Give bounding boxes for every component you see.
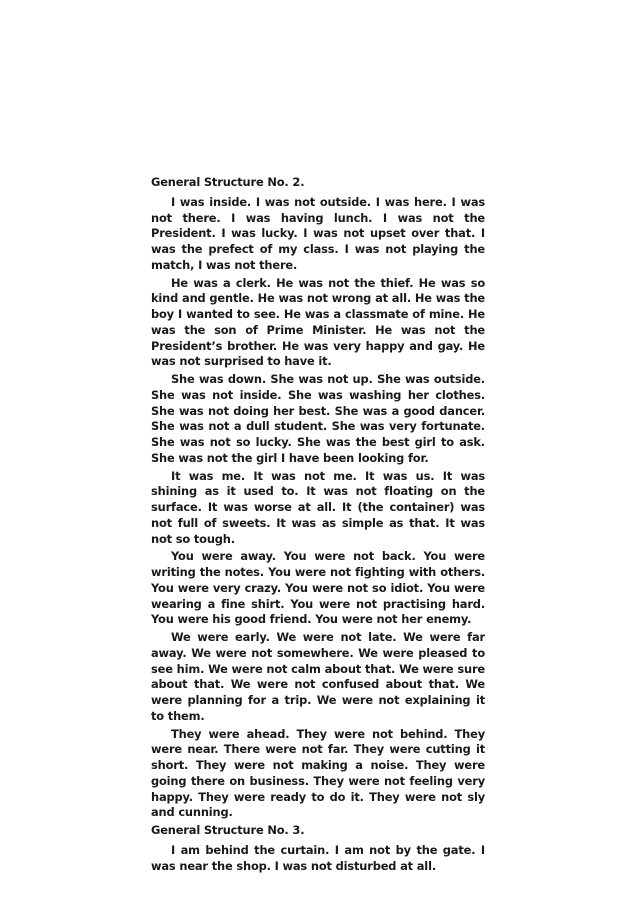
paragraph-we-were: We were early. We were not late. We were far away. We were not somewhere. We were pleased to see him. We were not calm about that. We were sure about that. We were not confused about that. We were planning for a trip. We were not explaining it to them.: [151, 630, 485, 723]
paragraph-it-was: It was me. It was not me. It was us. It was shining as it used to. It was not floating on the surface. It was worse at all. It (the container) was not full of sweets. It was as simple as that. It was not so tough.: [151, 468, 485, 546]
paragraph-i-am: I am behind the curtain. I am not by the gate. I was near the shop. I was not disturbed at all.: [151, 842, 485, 873]
page-content: [151, 175, 485, 876]
paragraph-he-was: He was a clerk. He was not the thief. He was so kind and gentle. He was not wrong at all. He was the boy I wanted to see. He was a classmate of mine. He was the son of Prime Minister. He was not the President’s brother. He was very happy and gay. He was not surprised to have it.: [151, 275, 485, 369]
section-heading-structure-3: General Structure No. 3.: [151, 823, 305, 837]
section-heading-structure-2: General Structure No. 2.: [151, 175, 305, 189]
paragraph-you-were: You were away. You were not back. You were writing the notes. You were not fighting with others. You were very crazy. You were not so idiot. You were wearing a fine shirt. You were not practising hard. You were his good friend. You were not her enemy.: [151, 549, 485, 627]
paragraph-they-were: They were ahead. They were not behind. They were near. There were not far. They were cutting it short. They were not making a noise. They were going there on business. They were not feeling very happy. They were ready to do it. They were not sly and cunning.: [151, 726, 485, 820]
paragraph-i-was: I was inside. I was not outside. I was here. I was not there. I was having lunch. I was not the President. I was lucky. I was not upset over that. I was the prefect of my class. I was not playing the match, I was not there.: [151, 194, 485, 272]
paragraph-she-was: She was down. She was not up. She was outside. She was not inside. She was washing her clothes. She was not doing her best. She was a good dancer. She was not a dull student. She was very fortunate. She was not so lucky. She was the best girl to ask. She was not the girl I have been looking for.: [151, 372, 485, 465]
